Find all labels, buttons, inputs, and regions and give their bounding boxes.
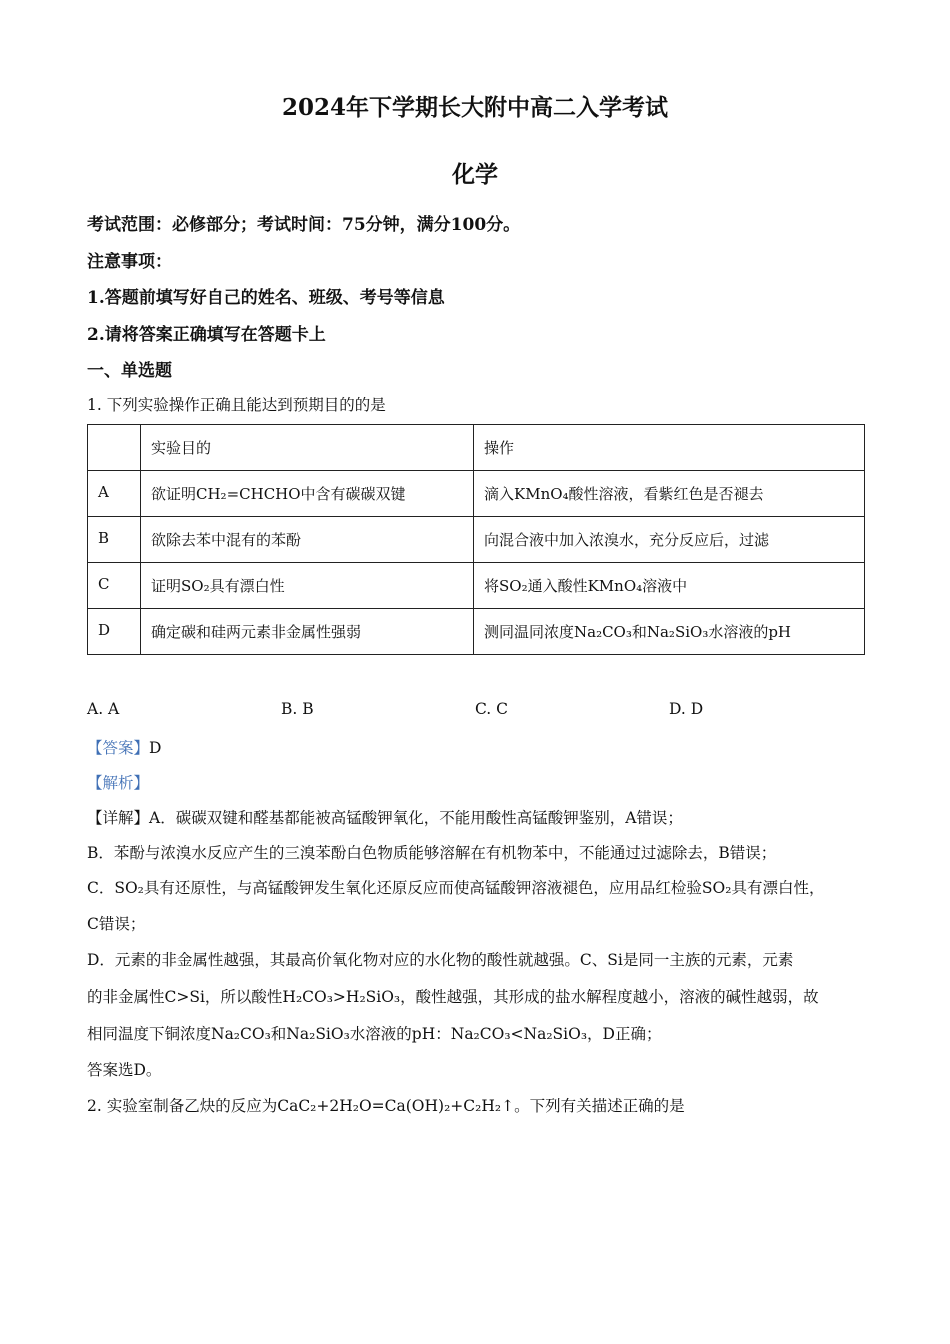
row-operation: 测同温同浓度Na₂CO₃和Na₂SiO₃水溶液的pH	[474, 609, 865, 655]
question-1-stem: 1. 下列实验操作正确且能达到预期目的的是	[87, 396, 386, 414]
option-c[interactable]: C. C	[475, 700, 509, 718]
notes-title: 注意事项：	[87, 252, 172, 272]
option-a[interactable]: A. A	[87, 700, 120, 718]
row-purpose: 欲除去苯中混有的苯酚	[141, 517, 474, 563]
detail-a: A．碳碳双键和醛基都能被高锰酸钾氧化，不能用酸性高锰酸钾鉴别，A错误；	[149, 809, 683, 827]
table-row	[88, 471, 865, 517]
row-label: C	[88, 563, 141, 609]
table-row	[88, 517, 865, 563]
row-purpose: 欲证明CH₂=CHCHO中含有碳碳双键	[141, 471, 474, 517]
option-d[interactable]: D. D	[669, 700, 704, 718]
detail-c-2: C错误；	[87, 915, 146, 933]
row-operation: 将SO₂通入酸性KMnO₄溶液中	[474, 563, 865, 609]
row-purpose: 确定碳和硅两元素非金属性强弱	[141, 609, 474, 655]
table-header-row	[88, 425, 865, 471]
question-2-stem: 2. 实验室制备乙炔的反应为CaC₂+2H₂O=Ca(OH)₂+C₂H₂↑。下列有关描述正确的是	[87, 1097, 685, 1115]
row-label: A	[88, 471, 141, 517]
exam-title: 2024年下学期长大附中高二入学考试	[281, 94, 668, 121]
detail-c-1: C．SO₂具有还原性，与高锰酸钾发生氧化还原反应而使高锰酸钾溶液褪色，应用品红检验SO₂具有漂白性，	[87, 879, 825, 897]
section-title: 一、单选题	[87, 361, 172, 381]
row-operation: 滴入KMnO₄酸性溶液，看紫红色是否褪去	[474, 471, 865, 517]
table-row	[88, 609, 865, 655]
detail-tag: 【详解】	[87, 809, 150, 827]
detail-d-1: D．元素的非金属性越强，其最高价氧化物对应的水化物的酸性就越强。C、Si是同一主族的元素，元素	[87, 951, 794, 969]
analysis-tag: 【解析】	[87, 774, 150, 792]
answer-line	[87, 736, 161, 758]
question-1-table	[87, 424, 865, 655]
row-purpose: 证明SO₂具有漂白性	[141, 563, 474, 609]
option-b[interactable]: B. B	[281, 700, 314, 718]
table-header-cell: 实验目的	[141, 425, 474, 471]
table-row	[88, 563, 865, 609]
note-2: 2.请将答案正确填写在答题卡上	[87, 325, 326, 345]
row-label: D	[88, 609, 141, 655]
table-header-cell	[88, 425, 141, 471]
answer-value: D	[149, 739, 162, 757]
exam-scope: 考试范围：必修部分；考试时间：75分钟，满分100分。	[87, 215, 521, 235]
answer-tag: 【答案】	[87, 739, 150, 757]
subject-title: 化学	[452, 161, 498, 188]
row-label: B	[88, 517, 141, 563]
detail-a-line	[87, 806, 683, 828]
detail-b: B．苯酚与浓溴水反应产生的三溴苯酚白色物质能够溶解在有机物苯中，不能通过过滤除去，B错误；	[87, 844, 777, 862]
note-1: 1.答题前填写好自己的姓名、班级、考号等信息	[87, 288, 445, 308]
conclusion: 答案选D。	[87, 1061, 162, 1079]
table-header-cell: 操作	[474, 425, 865, 471]
detail-d-3: 相同温度下铜浓度Na₂CO₃和Na₂SiO₃水溶液的pH：Na₂CO₃<Na₂SiO₃，D正确；	[87, 1025, 662, 1043]
row-operation: 向混合液中加入浓溴水，充分反应后，过滤	[474, 517, 865, 563]
detail-d-2: 的非金属性C>Si，所以酸性H₂CO₃>H₂SiO₃，酸性越强，其形成的盐水解程度越小，溶液的碱性越弱，故	[87, 988, 819, 1006]
